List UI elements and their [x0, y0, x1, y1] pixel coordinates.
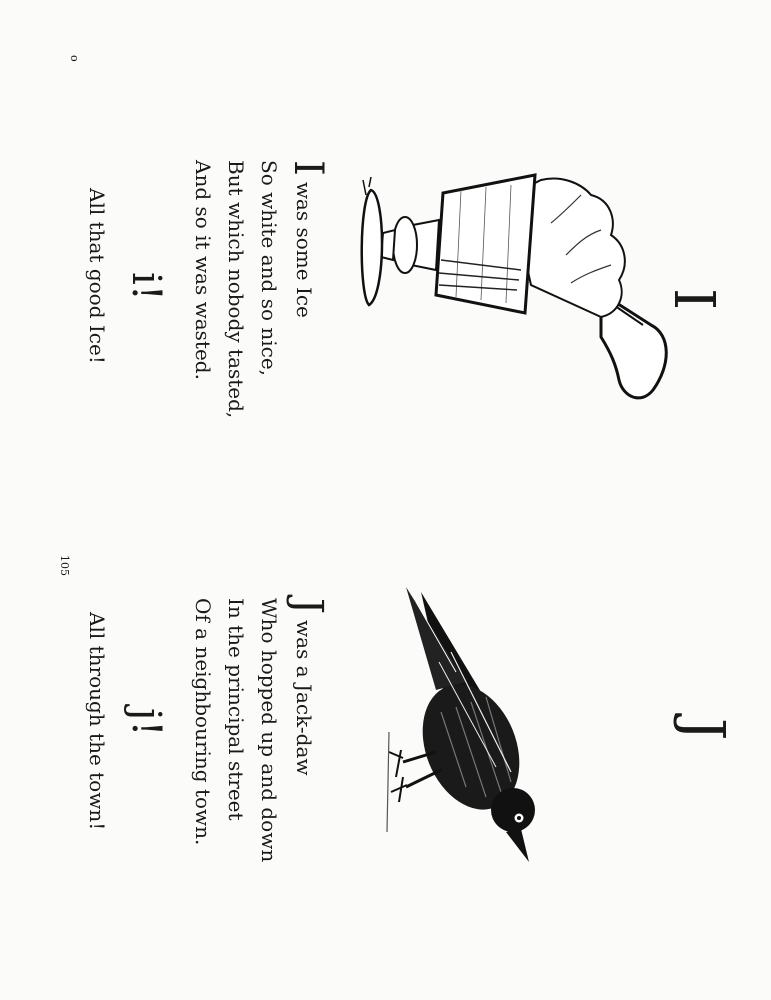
- stanza-i-line-1: was some Ice: [292, 181, 316, 318]
- stanza-j-first-line: [285, 598, 331, 862]
- page-number: 105: [58, 555, 71, 576]
- stanza-j-line-3: In the principal street: [224, 598, 248, 821]
- drop-cap-i: I: [285, 160, 331, 176]
- stanza-i-first-line: [285, 160, 331, 418]
- big-letter-j: J: [671, 718, 736, 741]
- stanza-j-line-1: was a Jack-daw: [292, 620, 316, 776]
- exclamation-j: j!: [123, 708, 169, 737]
- refrain-j: All through the town!: [85, 612, 109, 831]
- big-letter-i: I: [661, 288, 726, 311]
- jackdaw-illustration: [381, 582, 621, 872]
- ice-cream-illustration: [351, 175, 711, 415]
- stanza-i-line-4: And so it was wasted.: [191, 160, 215, 380]
- refrain-i: All that good Ice!: [85, 188, 109, 364]
- drop-cap-j: J: [285, 598, 331, 615]
- stanza-j: [186, 598, 331, 862]
- stanza-j-line-4: Of a neighbouring town.: [191, 598, 215, 846]
- stanza-j-line-2: Who hopped up and down: [257, 598, 281, 863]
- stanza-i-line-2: So white and so nice,: [257, 160, 281, 377]
- exclamation-i: i!: [123, 272, 169, 301]
- stanza-i: [186, 160, 331, 418]
- stanza-i-line-3: But which nobody tasted,: [224, 160, 248, 419]
- page-mark: o: [68, 55, 81, 62]
